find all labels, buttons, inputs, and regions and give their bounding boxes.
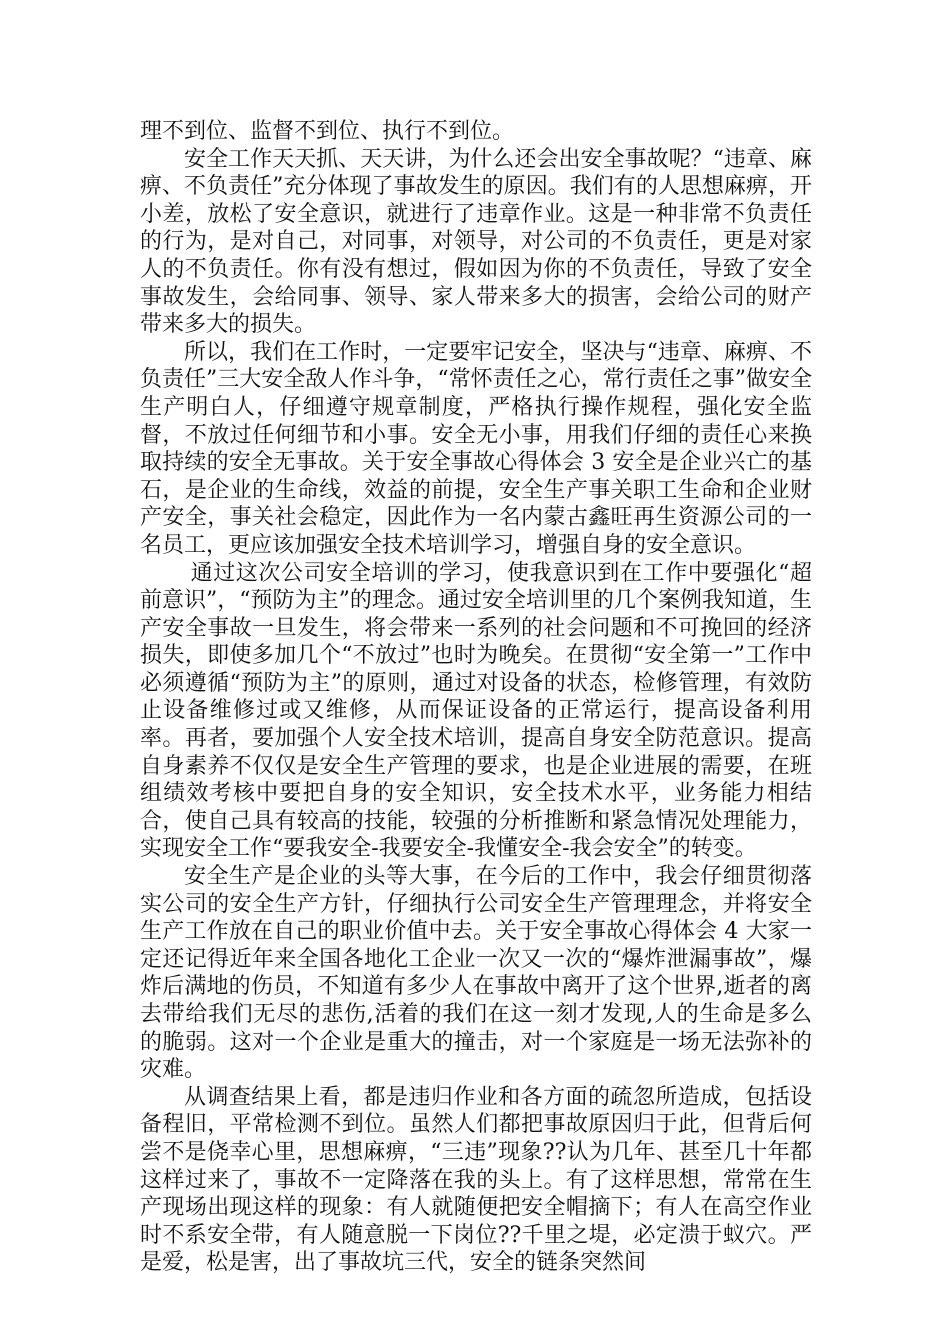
paragraph: 通过这次公司安全培训的学习，使我意识到在工作中要强化“超前意识”，“预防为主”的理念。通过安全培训里的几个案例我知道，生产安全事故一旦发生，将会带来一系列的社会问题和不可挽回的经济损失，即使多加几个“不放过”也时为晚矣。在贯彻“安全第一”工作中必须遵循“预防为主”的原则，通过对设备的状态，检修管理，有效防止设备维修过或又维修，从而保证设备的正常运行，提高设备利用率。再者，要加强个人安全技术培训，提高自身安全防范意识。提高自身素养不仅仅是安全生产管理的要求，也是企业进展的需要，在班组绩效考核中要把自身的安全知识，安全技术水平，业务能力相结合，使自己具有较高的技能，较强的分析推断和紧急情况处理能力，实现安全工作“要我安全-我要安全-我懂安全-我会安全”的转变。 [140,560,812,862]
paragraph: 安全工作天天抓、天天讲，为什么还会出安全事故呢？“违章、麻痹、不负责任”充分体现了事故发生的原因。我们有的人思想麻痹，开小差，放松了安全意识，就进行了违章作业。这是一种非常不负责任的行为，是对自己，对同事，对领导，对公司的不负责任，更是对家人的不负责任。你有没有想过，假如因为你的不负责任，导致了安全事故发生，会给同事、领导、家人带来多大的损害，会给公司的财产带来多大的损失。 [140,146,812,338]
paragraph: 安全生产是企业的头等大事，在今后的工作中，我会仔细贯彻落实公司的安全生产方针，仔细执行公司安全生产管理理念，并将安全生产工作放在自己的职业价值中去。关于安全事故心得体会 4 大家一定还记得近年来全国各地化工企业一次又一次的“爆炸泄漏事故”，爆炸后满地的伤员，不知道有多少人在事故中离开了这个世界,逝者的离去带给我们无尽的悲伤,活着的我们在这一刻才发现,人的生命是多么的脆弱。这对一个企业是重大的撞击，对一个家庭是一场无法弥补的灾难。 [140,864,812,1083]
document-body [140,118,812,1277]
paragraph: 从调查结果上看，都是违归作业和各方面的疏忽所造成，包括设备程旧，平常检测不到位。虽然人们都把事故原因归于此，但背后何尝不是侥幸心里，思想麻痹，“三违”现象??认为几年、甚至几十年都这样过来了，事故不一定降落在我的头上。有了这样思想，常常在生产现场出现这样的现象：有人就随便把安全帽摘下；有人在高空作业时不系安全带，有人随意脱一下岗位??千里之堤，必定溃于蚁穴。严是爱，松是害，出了事故坑三代，安全的链条突然间 [140,1084,812,1276]
paragraph-continuation: 理不到位、监督不到位、执行不到位。 [140,119,515,144]
paragraph: 所以，我们在工作时，一定要牢记安全，坚决与“违章、麻痹、不负责任”三大安全敌人作斗争，“常怀责任之心，常行责任之事”做安全生产明白人，仔细遵守规章制度，严格执行操作规程，强化安全监督，不放过任何细节和小事。安全无小事，用我们仔细的责任心来换取持续的安全无事故。关于安全事故心得体会 3 安全是企业兴亡的基石，是企业的生命线，效益的前提，安全生产事关职工生命和企业财产安全，事关社会稳定，因此作为一名内蒙古鑫旺再生资源公司的一名员工，更应该加强安全技术培训学习，增强自身的安全意识。 [140,339,812,558]
